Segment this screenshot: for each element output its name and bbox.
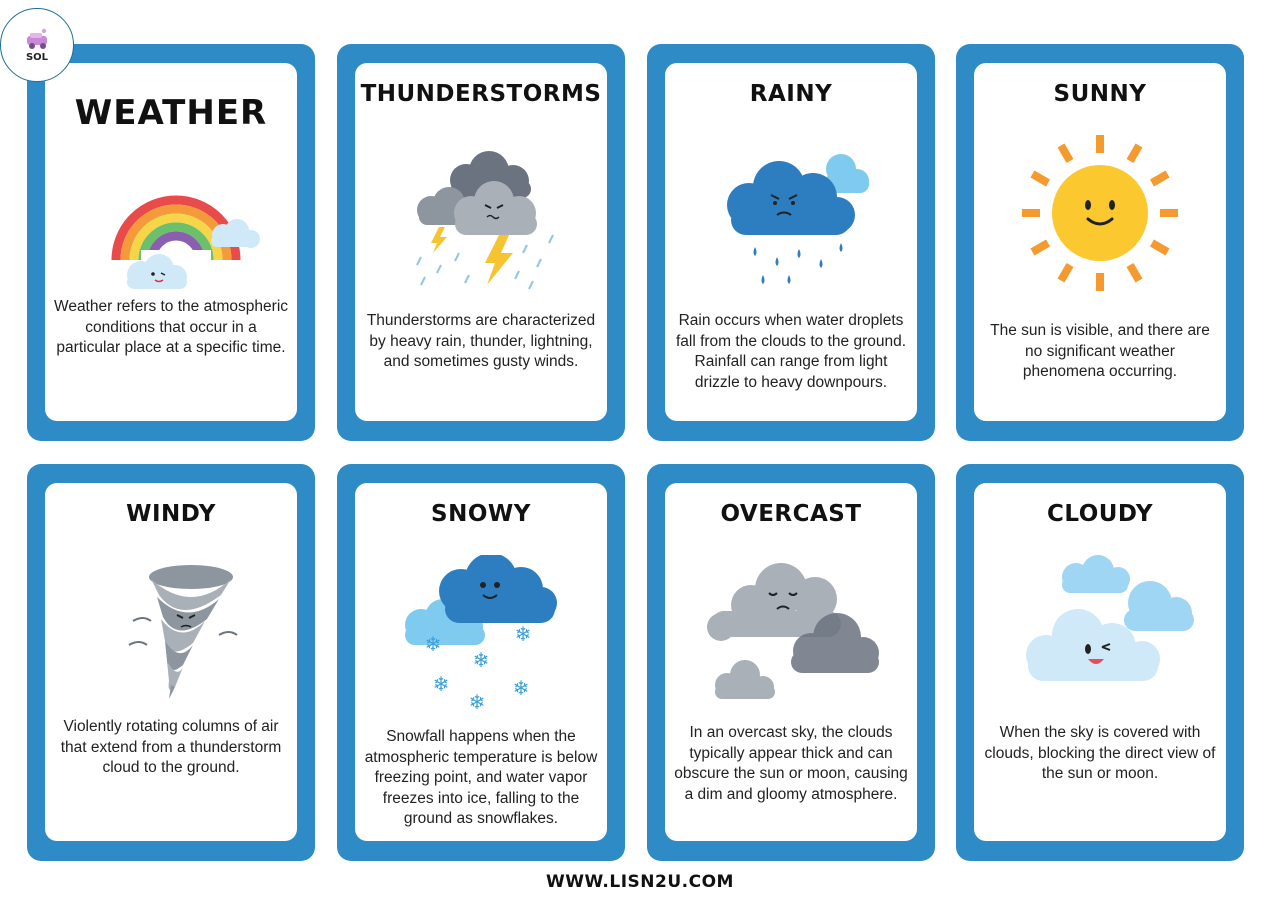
card-cloudy [956, 464, 1244, 861]
card-inner [665, 483, 917, 841]
sun-icon [1000, 135, 1200, 295]
card-thunderstorms [337, 44, 625, 441]
card-title: RAINY [749, 81, 833, 107]
logo-text: SOL [25, 52, 49, 63]
svg-text:❄: ❄ [472, 648, 490, 672]
card-title: OVERCAST [720, 501, 862, 527]
card-description: In an overcast sky, the clouds typically appear thick and can obscure the sun or moon, causing a dim and gloomy atmosphere. [674, 724, 908, 803]
svg-text:❄: ❄ [468, 690, 486, 714]
card-title: THUNDERSTORMS [360, 81, 602, 107]
cloudy-icon [1000, 555, 1200, 715]
card-inner [355, 483, 607, 841]
rainbow-icon [71, 135, 271, 295]
svg-text:❄: ❄ [514, 622, 532, 646]
card-windy [27, 464, 315, 861]
footer-url[interactable]: WWW.LISN2U.COM [546, 872, 734, 892]
card-title: SUNNY [1053, 81, 1147, 107]
card-description: Snowfall happens when the atmospheric temperature is below freezing point, and water vapor freezes into ice, falling to the ground as snowflakes. [364, 728, 598, 827]
card-rainy [647, 44, 935, 441]
card-description: Rain occurs when water droplets fall from the clouds to the ground. Rainfall can range from light drizzle to heavy downpours. [675, 312, 907, 391]
rain-cloud-icon [691, 135, 891, 295]
brand-logo [0, 8, 74, 82]
car-icon [22, 27, 52, 51]
card-title: SNOWY [431, 501, 531, 527]
card-snowy [337, 464, 625, 861]
card-description: The sun is visible, and there are no significant weather phenomena occurring. [990, 322, 1210, 380]
svg-text:❄: ❄ [424, 632, 442, 656]
card-inner [45, 483, 297, 841]
card-title: WINDY [126, 501, 216, 527]
snow-cloud-icon [381, 555, 581, 715]
card-inner [974, 63, 1226, 421]
card-inner [974, 483, 1226, 841]
tornado-icon [71, 555, 271, 715]
card-title: WEATHER [74, 93, 268, 133]
overcast-clouds-icon [691, 555, 891, 715]
card-inner [45, 63, 297, 421]
card-weather [27, 44, 315, 441]
card-title: CLOUDY [1046, 501, 1154, 527]
svg-text:❄: ❄ [512, 676, 530, 700]
card-overcast [647, 464, 935, 861]
svg-text:❄: ❄ [432, 672, 450, 696]
card-inner [355, 63, 607, 421]
card-inner [665, 63, 917, 421]
card-description: Weather refers to the atmospheric conditions that occur in a particular place at a specific time. [53, 298, 289, 356]
card-description: Violently rotating columns of air that extend from a thunderstorm cloud to the ground. [60, 718, 282, 776]
card-sunny [956, 44, 1244, 441]
card-description: Thunderstorms are characterized by heavy rain, thunder, lightning, and sometimes gusty winds. [366, 312, 596, 370]
thunderstorm-icon [381, 135, 581, 295]
card-description: When the sky is covered with clouds, blocking the direct view of the sun or moon. [984, 724, 1216, 782]
